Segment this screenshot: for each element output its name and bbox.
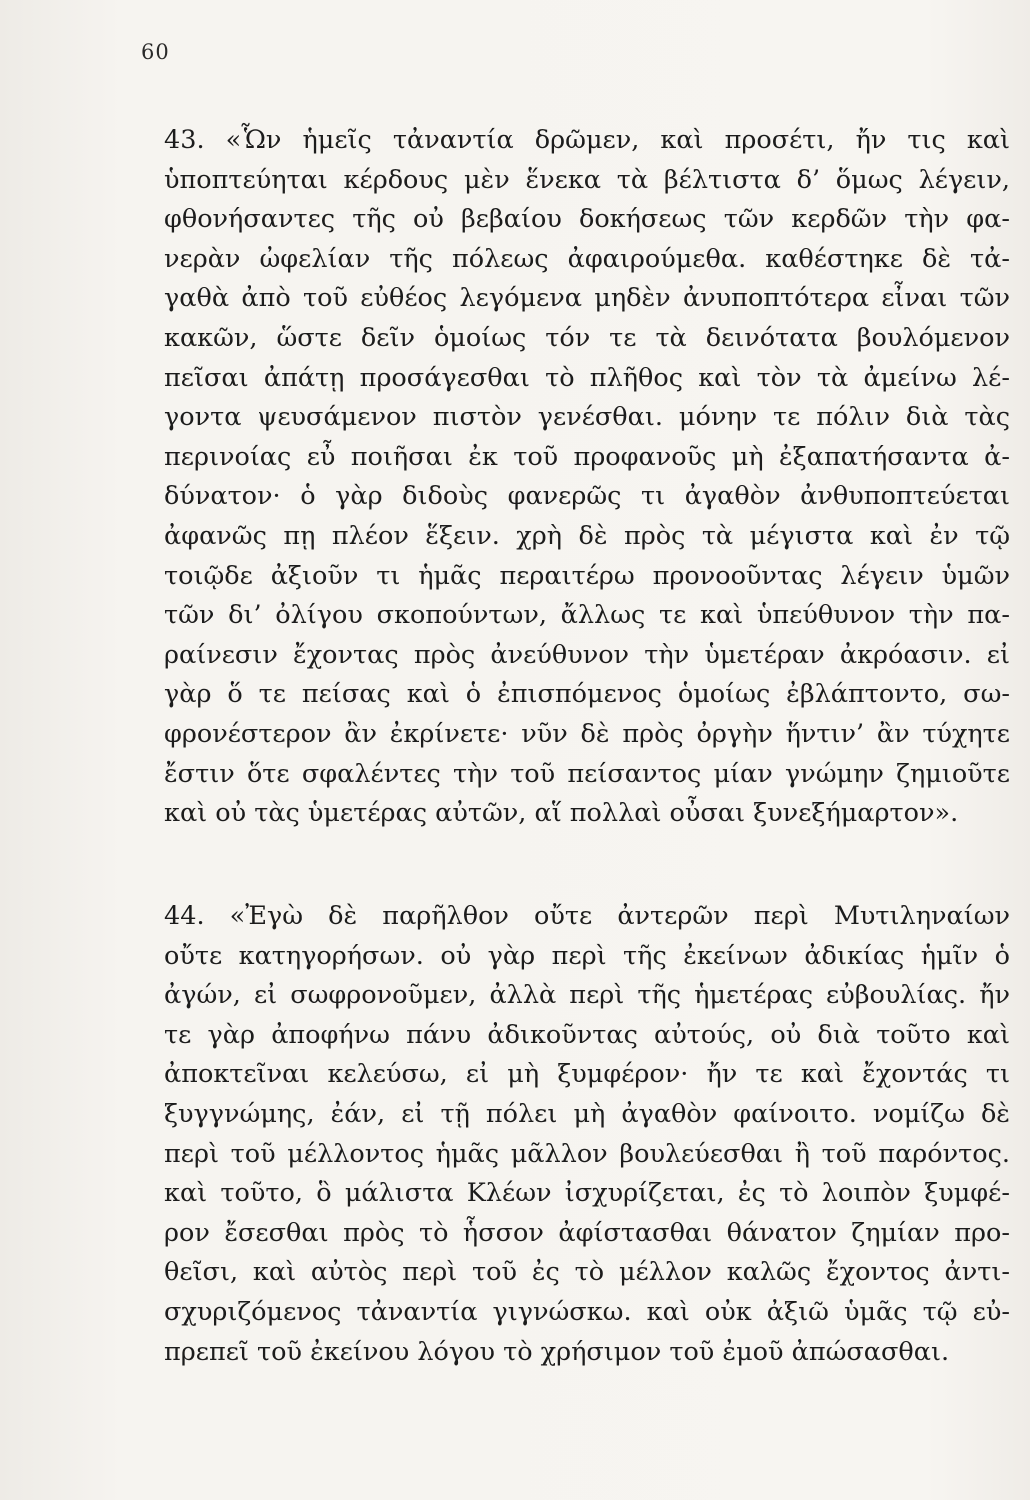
text-line: ἀφανῶς πῃ πλέον ἕξειν. χρὴ δὲ πρὸς τὰ μέγιστα καὶ ἐν τῷ — [164, 520, 1010, 551]
text-line: 44. «Ἐγὼ δὲ παρῆλθον οὔτε ἀντερῶν περὶ Μυτιληναίων — [164, 901, 1010, 931]
text-line: γὰρ ὅ τε πείσας καὶ ὁ ἐπισπόμενος ὁμοίως ἐβλάπτοντο, σω- — [164, 679, 1010, 710]
text-line: καὶ οὐ τὰς ὑμετέρας αὐτῶν, αἵ πολλαὶ οὖσαι ξυνεξήμαρτον». — [164, 798, 959, 829]
paragraph-44 — [164, 897, 1010, 1372]
text-line: τῶν δι’ ὀλίγου σκοπούντων, ἄλλως τε καὶ ὑπεύθυνον τὴν πα- — [164, 600, 1010, 631]
text-line: καὶ τοῦτο, ὃ μάλιστα Κλέων ἰσχυρίζεται, ἐς τὸ λοιπὸν ξυμφέ- — [164, 1178, 1010, 1209]
paragraph-43 — [164, 121, 1010, 834]
text-line: θεῖσι, καὶ αὐτὸς περὶ τοῦ ἐς τὸ μέλλον καλῶς ἔχοντος ἀντι- — [164, 1257, 1010, 1288]
text-line: 43. «Ὧν ἡμεῖς τἀναντία δρῶμεν, καὶ προσέτι, ἤν τις καὶ — [164, 125, 1010, 155]
text-line: δύνατον· ὁ γὰρ διδοὺς φανερῶς τι ἀγαθὸν ἀνθυποπτεύεται — [164, 481, 1010, 512]
text-line: νερὰν ὠφελίαν τῆς πόλεως ἀφαιρούμεθα. καθέστηκε δὲ τἀ- — [164, 243, 1010, 274]
text-line: ξυγγνώμης, ἐάν, εἰ τῇ πόλει μὴ ἀγαθὸν φαίνοιτο. νομίζω δὲ — [164, 1098, 1010, 1129]
text-line: ἀγών, εἰ σωφρονοῦμεν, ἀλλὰ περὶ τῆς ἡμετέρας εὐβουλίας. ἤν — [164, 980, 1010, 1011]
text-line: ἀποκτεῖναι κελεύσω, εἰ μὴ ξυμφέρον· ἤν τε καὶ ἔχοντάς τι — [164, 1059, 1010, 1090]
text-line: πεῖσαι ἀπάτῃ προσάγεσθαι τὸ πλῆθος καὶ τὸν τὰ ἀμείνω λέ- — [164, 362, 1010, 393]
text-line: κακῶν, ὥστε δεῖν ὁμοίως τόν τε τὰ δεινότατα βουλόμενον — [164, 322, 1010, 353]
page-number: 60 — [141, 40, 170, 64]
text-line: πρεπεῖ τοῦ ἐκείνου λόγου τὸ χρήσιμον τοῦ ἐμοῦ ἀπώσασθαι. — [164, 1336, 950, 1367]
text-line: ρον ἔσεσθαι πρὸς τὸ ἧσσον ἀφίστασθαι θάνατον ζημίαν προ- — [164, 1217, 1010, 1248]
text-line: φρονέστερον ἂν ἐκρίνετε· νῦν δὲ πρὸς ὀργὴν ἥντιν’ ἂν τύχητε — [164, 718, 1010, 749]
text-line: γαθὰ ἀπὸ τοῦ εὐθέος λεγόμενα μηδὲν ἀνυποπτότερα εἶναι τῶν — [164, 283, 1010, 314]
text-line: τε γὰρ ἀποφήνω πάνυ ἀδικοῦντας αὐτούς, οὐ διὰ τοῦτο καὶ — [164, 1019, 1010, 1050]
text-line: σχυριζόμενος τἀναντία γιγνώσκω. καὶ οὐκ ἀξιῶ ὑμᾶς τῷ εὐ- — [164, 1296, 1010, 1327]
text-line: ἔστιν ὅτε σφαλέντες τὴν τοῦ πείσαντος μίαν γνώμην ζημιοῦτε — [164, 758, 1010, 789]
text-line: τοιῷδε ἀξιοῦν τι ἡμᾶς περαιτέρω προνοοῦντας λέγειν ὑμῶν — [164, 560, 1010, 591]
text-line: οὔτε κατηγορήσων. οὐ γὰρ περὶ τῆς ἐκείνων ἀδικίας ἡμῖν ὁ — [164, 940, 1010, 971]
text-line: γοντα ψευσάμενον πιστὸν γενέσθαι. μόνην τε πόλιν διὰ τὰς — [164, 402, 1010, 433]
text-line: ραίνεσιν ἔχοντας πρὸς ἀνεύθυνον τὴν ὑμετέραν ἀκρόασιν. εἰ — [164, 639, 1010, 670]
text-line: περὶ τοῦ μέλλοντος ἡμᾶς μᾶλλον βουλεύεσθαι ἢ τοῦ παρόντος. — [164, 1138, 1010, 1169]
text-line: περινοίας εὖ ποιῆσαι ἐκ τοῦ προφανοῦς μὴ ἐξαπατήσαντα ἀ- — [164, 441, 1010, 472]
text-line: ὑποπτεύηται κέρδους μὲν ἕνεκα τὰ βέλτιστα δ’ ὅμως λέγειν, — [164, 164, 1010, 195]
text-line: φθονήσαντες τῆς οὐ βεβαίου δοκήσεως τῶν κερδῶν τὴν φα- — [164, 204, 1010, 235]
